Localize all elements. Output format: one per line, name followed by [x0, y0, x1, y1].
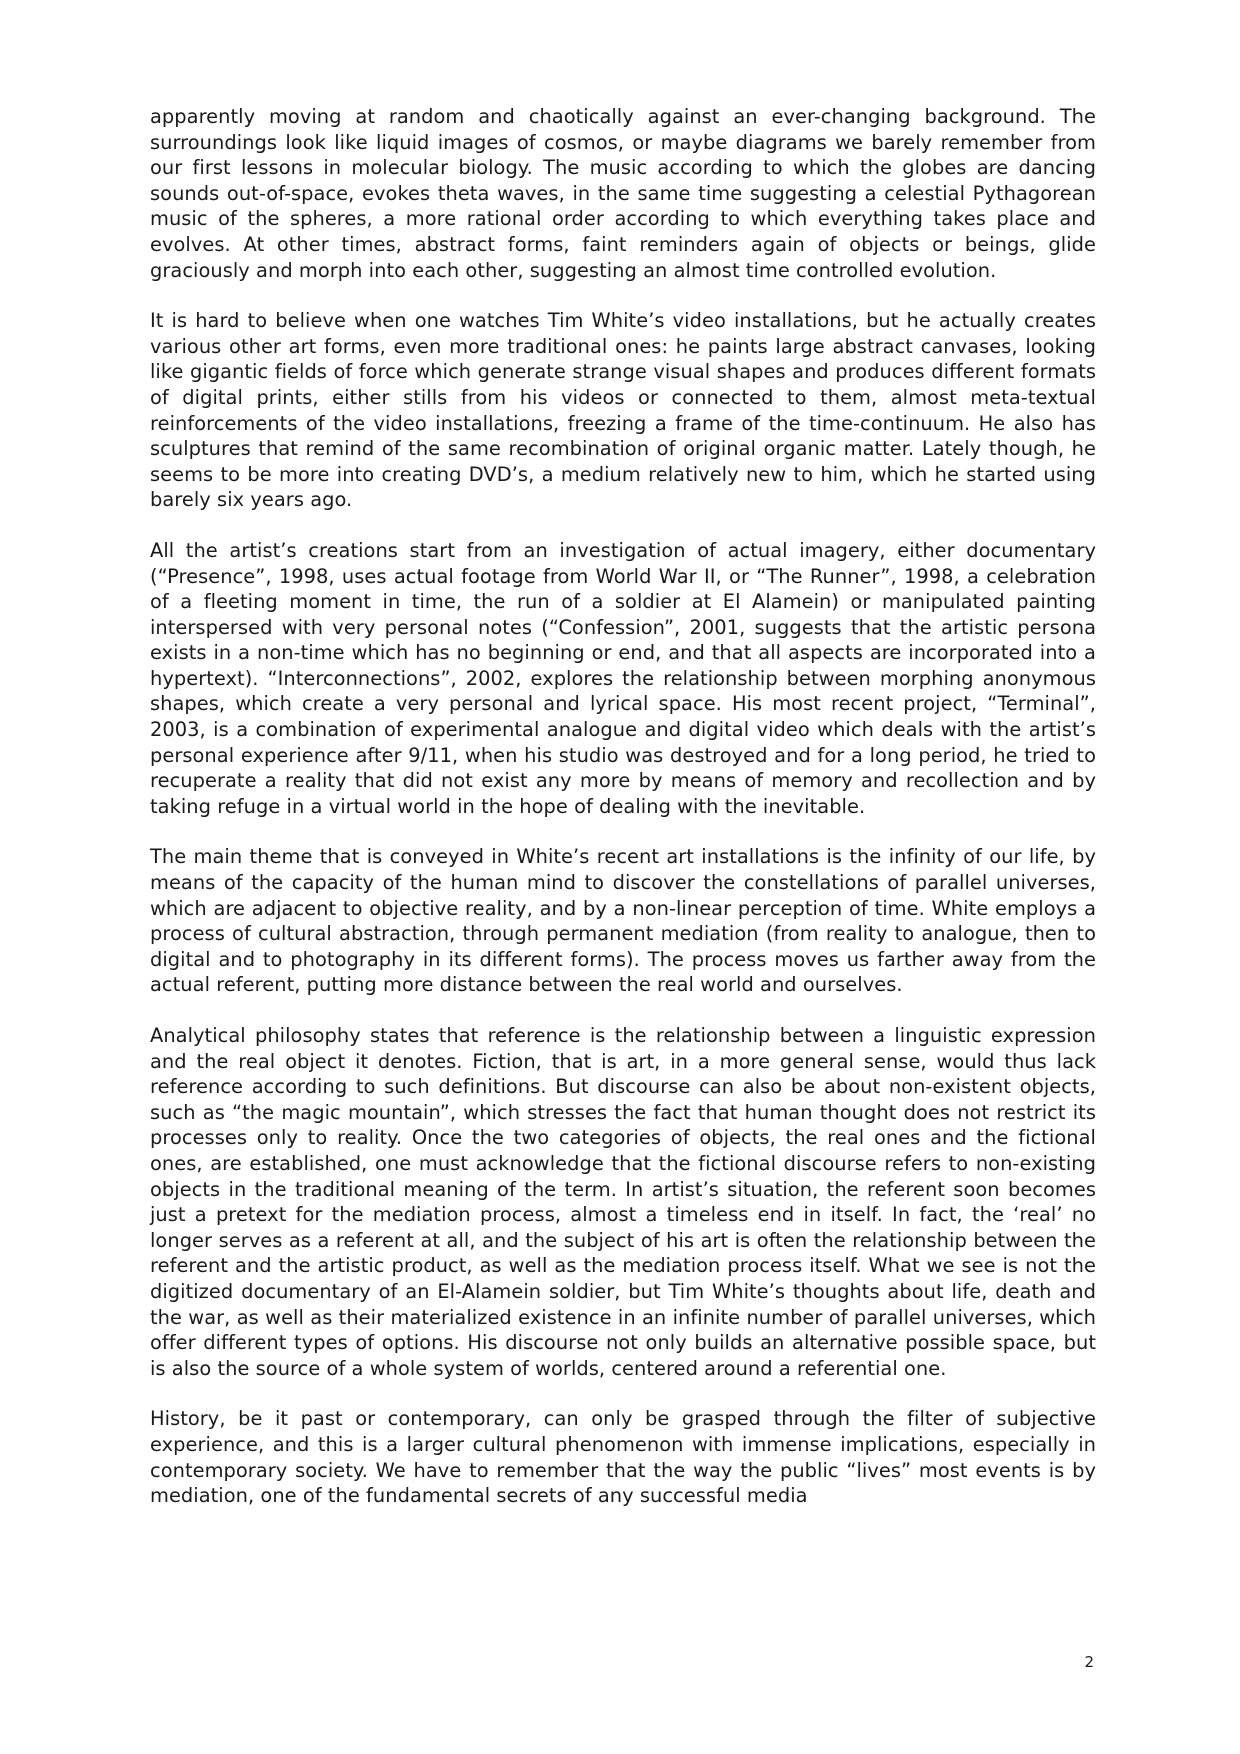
- paragraph-1: apparently moving at random and chaotically against an ever-changing background. The surroundings look like liquid images of cosmos, or maybe diagrams we barely remember from our first lessons in molecular biology. The music according to which the globes are dancing sounds out-of-space, evokes theta waves, in the same time suggesting a celestial Pythagorean music of the spheres, a more rational order according to which everything takes place and evolves. At other times, abstract forms, faint reminders again of objects or beings, glide graciously and morph into each other, suggesting an almost time controlled evolution.: [150, 105, 1096, 282]
- paragraph-6: History, be it past or contemporary, can only be grasped through the filter of subjective experience, and this is a larger cultural phenomenon with immense implications, especially in contemporary society. We have to remember that the way the public “lives” most events is by mediation, one of the fundamental secrets of any successful media: [150, 1407, 1096, 1508]
- paragraph-4: The main theme that is conveyed in White’s recent art installations is the infinity of our life, by means of the capacity of the human mind to discover the constellations of parallel universes, which are adjacent to objective reality, and by a non-linear perception of time. White employs a process of cultural abstraction, through permanent mediation (from reality to analogue, then to digital and to photography in its different forms). The process moves us farther away from the actual referent, putting more distance between the real world and ourselves.: [150, 845, 1096, 997]
- page-number: 2: [1084, 1653, 1094, 1671]
- paragraph-2: It is hard to believe when one watches Tim White’s video installations, but he actually creates various other art forms, even more traditional ones: he paints large abstract canvases, looking like gigantic fields of force which generate strange visual shapes and produces different formats of digital prints, either stills from his videos or connected to them, almost meta-textual reinforcements of the video installations, freezing a frame of the time-continuum. He also has sculptures that remind of the same recombination of original organic matter. Lately though, he seems to be more into creating DVD’s, a medium relatively new to him, which he started using barely six years ago.: [150, 309, 1096, 512]
- paragraph-5: Analytical philosophy states that reference is the relationship between a linguistic expression and the real object it denotes. Fiction, that is art, in a more general sense, would thus lack reference according to such definitions. But discourse can also be about non-existent objects, such as “the magic mountain”, which stresses the fact that human thought does not restrict its processes only to reality. Once the two categories of objects, the real ones and the fictional ones, are established, one must acknowledge that the fictional discourse refers to non-existing objects in the traditional meaning of the term. In artist’s situation, the referent soon becomes just a pretext for the mediation process, almost a timeless end in itself. In fact, the ‘real’ no longer serves as a referent at all, and the subject of his art is often the relationship between the referent and the artistic product, as well as the mediation process itself. What we see is not the digitized documentary of an El-Alamein soldier, but Tim White’s thoughts about life, death and the war, as well as their materialized existence in an infinite number of parallel universes, which offer different types of options. His discourse not only builds an alternative possible space, but is also the source of a whole system of worlds, centered around a referential one.: [150, 1024, 1096, 1380]
- paragraph-3: All the artist’s creations start from an investigation of actual imagery, either documentary (“Presence”, 1998, uses actual footage from World War II, or “The Runner”, 1998, a celebration of a fleeting moment in time, the run of a soldier at El Alamein) or manipulated painting interspersed with very personal notes (“Confession”, 2001, suggests that the artistic persona exists in a non-time which has no beginning or end, and that all aspects are incorporated into a hypertext). “Interconnections”, 2002, explores the relationship between morphing anonymous shapes, which create a very personal and lyrical space. His most recent project, “Terminal”, 2003, is a combination of experimental analogue and digital video which deals with the artist’s personal experience after 9/11, when his studio was destroyed and for a long period, he tried to recuperate a reality that did not exist any more by means of memory and recollection and by taking refuge in a virtual world in the hope of dealing with the inevitable.: [150, 538, 1096, 818]
- document-body: [150, 104, 1096, 1534]
